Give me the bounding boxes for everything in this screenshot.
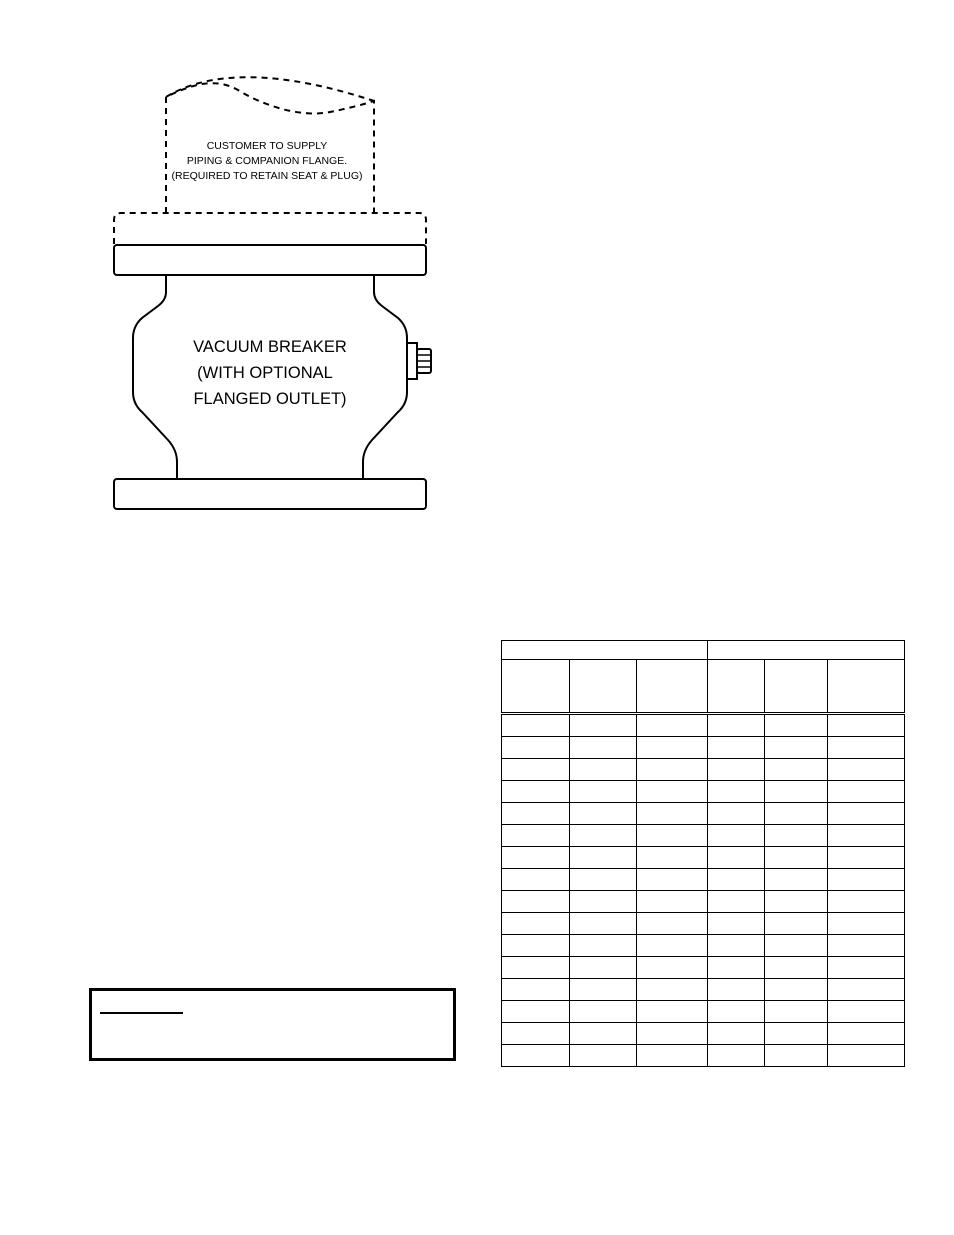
- table-cell: [570, 869, 637, 891]
- table-row: [502, 1023, 905, 1045]
- table-row: [502, 979, 905, 1001]
- table-row: [502, 759, 905, 781]
- table-cell: [570, 891, 637, 913]
- customer-piping-top-curve: [166, 77, 374, 101]
- table-cell: [765, 957, 828, 979]
- table-cell: [570, 803, 637, 825]
- table-cell: [502, 1001, 570, 1023]
- table-cell: [637, 1045, 708, 1067]
- table-cell: [637, 781, 708, 803]
- table-cell: [765, 825, 828, 847]
- table-cell: [708, 1023, 765, 1045]
- table-cell: [708, 891, 765, 913]
- table-cell: [637, 913, 708, 935]
- table-cell: [828, 847, 905, 869]
- table-cell: [708, 869, 765, 891]
- side-plug-icon: [407, 343, 431, 379]
- table-row: [502, 847, 905, 869]
- table-column-header: [502, 660, 570, 714]
- table-cell: [637, 891, 708, 913]
- table-cell: [828, 957, 905, 979]
- table-row: [502, 803, 905, 825]
- table-cell: [502, 737, 570, 759]
- table-cell: [502, 869, 570, 891]
- table-cell: [708, 979, 765, 1001]
- table-cell: [708, 847, 765, 869]
- customer-note-line-2: PIPING & COMPANION FLANGE.: [186, 155, 348, 167]
- companion-flange-outline: [114, 213, 426, 244]
- table-cell: [828, 1023, 905, 1045]
- table-cell: [637, 759, 708, 781]
- customer-note-line-1: CUSTOMER TO SUPPLY: [206, 140, 328, 152]
- table-row: [502, 781, 905, 803]
- table-cell: [828, 869, 905, 891]
- table-cell: [637, 869, 708, 891]
- table-row: [502, 825, 905, 847]
- body-label-line-3: FLANGED OUTLET): [193, 390, 347, 408]
- vacuum-breaker-diagram: [0, 0, 480, 520]
- body-label-line-2: (WITH OPTIONAL: [197, 364, 333, 382]
- table-cell: [570, 979, 637, 1001]
- table-cell: [708, 781, 765, 803]
- table-column-header: [637, 660, 708, 714]
- table-cell: [765, 1001, 828, 1023]
- table-cell: [828, 935, 905, 957]
- table-row: [502, 1001, 905, 1023]
- customer-note-line-3: (REQUIRED TO RETAIN SEAT & PLUG): [171, 170, 363, 182]
- table-cell: [637, 979, 708, 1001]
- table-cell: [502, 847, 570, 869]
- data-table: [501, 640, 905, 1067]
- table-cell: [708, 737, 765, 759]
- table-cell: [765, 759, 828, 781]
- table-cell: [637, 1001, 708, 1023]
- table-row: [502, 913, 905, 935]
- table-cell: [502, 714, 570, 737]
- table-cell: [570, 957, 637, 979]
- table-cell: [828, 737, 905, 759]
- table-cell: [570, 781, 637, 803]
- table-cell: [570, 1023, 637, 1045]
- table-cell: [828, 1045, 905, 1067]
- table-column-header: [765, 660, 828, 714]
- table-cell: [502, 979, 570, 1001]
- table-cell: [502, 891, 570, 913]
- table-cell: [708, 957, 765, 979]
- table-cell: [502, 913, 570, 935]
- note-title-underline: [100, 1012, 183, 1014]
- table-cell: [708, 759, 765, 781]
- table-cell: [765, 935, 828, 957]
- table-cell: [502, 1023, 570, 1045]
- table-row: [502, 869, 905, 891]
- table-cell: [570, 1001, 637, 1023]
- table-cell: [502, 957, 570, 979]
- table-cell: [765, 737, 828, 759]
- lower-flange: [114, 479, 426, 509]
- table-cell: [570, 714, 637, 737]
- table-cell: [570, 913, 637, 935]
- table-cell: [570, 935, 637, 957]
- table-row: [502, 714, 905, 737]
- table-column-header-row: [502, 660, 905, 714]
- table-cell: [765, 1023, 828, 1045]
- table-cell: [828, 913, 905, 935]
- table-cell: [570, 759, 637, 781]
- table-cell: [708, 935, 765, 957]
- table-cell: [570, 737, 637, 759]
- table-cell: [708, 1001, 765, 1023]
- table-cell: [765, 714, 828, 737]
- table-cell: [502, 759, 570, 781]
- table-cell: [637, 803, 708, 825]
- table-row: [502, 935, 905, 957]
- table-cell: [765, 847, 828, 869]
- table-cell: [708, 913, 765, 935]
- table-cell: [708, 825, 765, 847]
- table-cell: [570, 1045, 637, 1067]
- table-cell: [637, 847, 708, 869]
- table-cell: [708, 714, 765, 737]
- table-cell: [828, 759, 905, 781]
- table-cell: [765, 979, 828, 1001]
- table-cell: [570, 825, 637, 847]
- body-label-line-1: VACUUM BREAKER: [193, 338, 347, 356]
- table-cell: [765, 781, 828, 803]
- table-cell: [502, 1045, 570, 1067]
- table-row: [502, 737, 905, 759]
- upper-flange: [114, 245, 426, 275]
- table-cell: [570, 847, 637, 869]
- table-row: [502, 1045, 905, 1067]
- table-cell: [828, 1001, 905, 1023]
- table-cell: [708, 1045, 765, 1067]
- table-group-header: [502, 641, 708, 660]
- table-cell: [765, 913, 828, 935]
- table-group-header-row: [502, 641, 905, 660]
- table-cell: [708, 803, 765, 825]
- table-cell: [502, 935, 570, 957]
- table-cell: [637, 957, 708, 979]
- table-cell: [502, 825, 570, 847]
- table-cell: [637, 737, 708, 759]
- table-row: [502, 957, 905, 979]
- table-group-header: [708, 641, 905, 660]
- table-cell: [765, 803, 828, 825]
- table-column-header: [570, 660, 637, 714]
- table-cell: [828, 979, 905, 1001]
- table-cell: [828, 825, 905, 847]
- table-cell: [765, 1045, 828, 1067]
- table-cell: [637, 714, 708, 737]
- table-cell: [828, 714, 905, 737]
- table-column-header: [828, 660, 905, 714]
- table-cell: [637, 825, 708, 847]
- table-cell: [637, 935, 708, 957]
- table-cell: [828, 891, 905, 913]
- table-cell: [502, 781, 570, 803]
- table-row: [502, 891, 905, 913]
- table-cell: [828, 803, 905, 825]
- table-column-header: [708, 660, 765, 714]
- table-cell: [765, 869, 828, 891]
- table-cell: [765, 891, 828, 913]
- table-cell: [637, 1023, 708, 1045]
- table-cell: [828, 781, 905, 803]
- note-box: [89, 988, 456, 1061]
- table-cell: [502, 803, 570, 825]
